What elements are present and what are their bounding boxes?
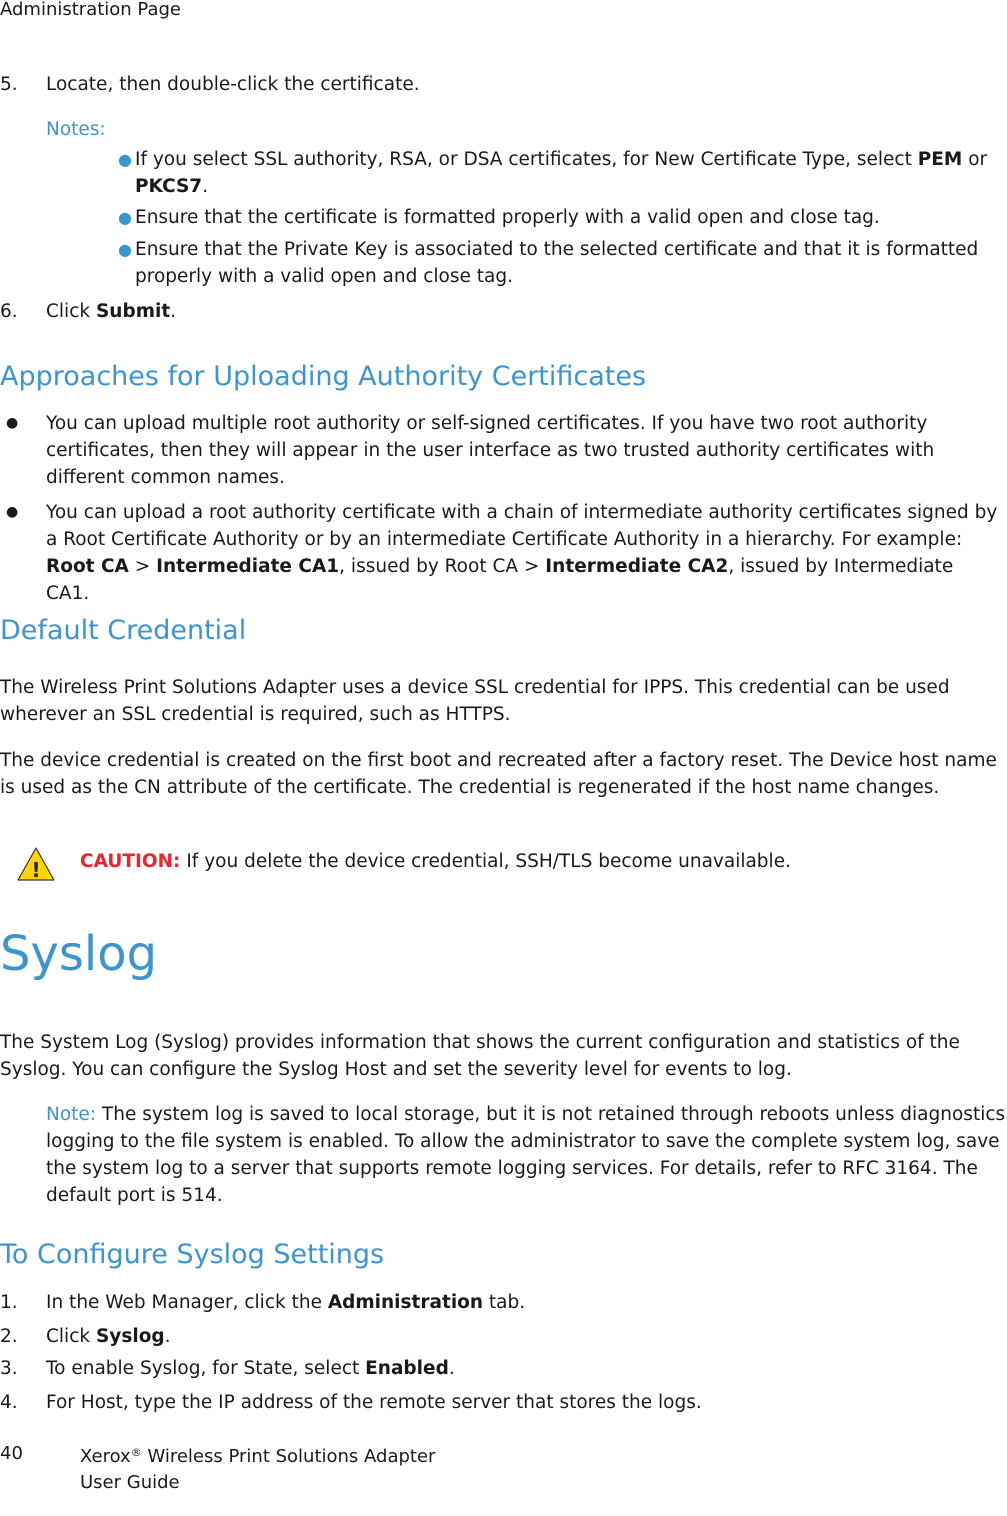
- step-text: Click Submit.: [46, 301, 177, 322]
- footer-product-line: Xerox® Wireless Print Solutions Adapter: [80, 1446, 436, 1467]
- note-text: Ensure that the Private Key is associated to the selected certificate and that it is formatted properly with a valid open and close tag.: [135, 239, 979, 287]
- caution-label: CAUTION:: [80, 851, 181, 872]
- section-heading-approaches: Approaches for Uploading Authority Certificates: [0, 361, 647, 392]
- note-label: Note:: [46, 1104, 97, 1125]
- page-number: 40: [0, 1443, 23, 1464]
- step-text: Locate, then double-click the certificate.: [46, 74, 420, 95]
- step-text: In the Web Manager, click the Administration tab.: [46, 1292, 526, 1313]
- step-number: 1.: [0, 1292, 18, 1313]
- step-text: For Host, type the IP address of the remote server that stores the logs.: [46, 1392, 702, 1413]
- paragraph: The Wireless Print Solutions Adapter uses a device SSL credential for IPPS. This credential can be used wherever an SSL credential is required, such as HTTPS.: [0, 677, 950, 725]
- note-text: The system log is saved to local storage, but it is not retained through reboots unless diagnostics logging to the file system is enabled. To allow the administrator to save the complete system log, save the system log to a server that supports remote logging services. For details, refer to RFC 3164. The default port is 514.: [46, 1104, 1006, 1206]
- note-text: Ensure that the certificate is formatted properly with a valid open and close tag.: [135, 207, 880, 228]
- notes-label: Notes:: [46, 119, 106, 140]
- chapter-heading-syslog: Syslog: [0, 926, 158, 982]
- bullet-icon: ●: [6, 415, 19, 431]
- step-number: 2.: [0, 1326, 18, 1347]
- section-heading-default-credential: Default Credential: [0, 615, 247, 646]
- note-item: [0, 146, 1007, 206]
- syslog-note: [46, 1101, 1007, 1209]
- paragraph: The device credential is created on the first boot and recreated after a factory reset. The Device host name is used as the CN attribute of the certificate. The credential is regenerated if the host name changes.: [0, 750, 997, 798]
- list-item-text: You can upload a root authority certificate with a chain of intermediate authority certificates signed by a Root Certificate Authority or by an intermediate Certificate Authority in a hierarchy. For example: Root CA > Intermediate CA1, issued by Root CA > Intermediate CA2, issued by Intermediate CA1.: [46, 502, 998, 604]
- footer-doc-line: User Guide: [80, 1472, 180, 1493]
- bullet-icon: ●: [118, 208, 132, 227]
- svg-text:!: !: [31, 858, 41, 882]
- step-number: 3.: [0, 1358, 18, 1379]
- note-text: If you select SSL authority, RSA, or DSA certificates, for New Certificate Type, select PEM or PKCS7.: [135, 149, 988, 197]
- running-header: Administration Page: [0, 0, 182, 20]
- section-heading-configure: To Configure Syslog Settings: [0, 1239, 385, 1270]
- step-number: 5.: [0, 74, 18, 95]
- bullet-icon: ●: [118, 150, 132, 169]
- caution-text: If you delete the device credential, SSH/TLS become unavailable.: [180, 851, 791, 872]
- caution-note: [80, 848, 1007, 875]
- paragraph: The System Log (Syslog) provides information that shows the current configuration and statistics of the Syslog. You can configure the Syslog Host and set the severity level for events to log.: [0, 1032, 960, 1080]
- caution-icon: [16, 846, 56, 882]
- footer-product: [80, 1444, 435, 1496]
- bullet-icon: ●: [6, 504, 19, 520]
- bullet-icon: ●: [118, 240, 132, 259]
- step-text: To enable Syslog, for State, select Enabled.: [46, 1358, 455, 1379]
- step-number: 4.: [0, 1392, 18, 1413]
- step-number: 6.: [0, 301, 18, 322]
- list-item-text: You can upload multiple root authority or self-signed certificates. If you have two root authority certificates, then they will appear in the user interface as two trusted authority certificates with different common names.: [46, 413, 935, 488]
- step-text: Click Syslog.: [46, 1326, 171, 1347]
